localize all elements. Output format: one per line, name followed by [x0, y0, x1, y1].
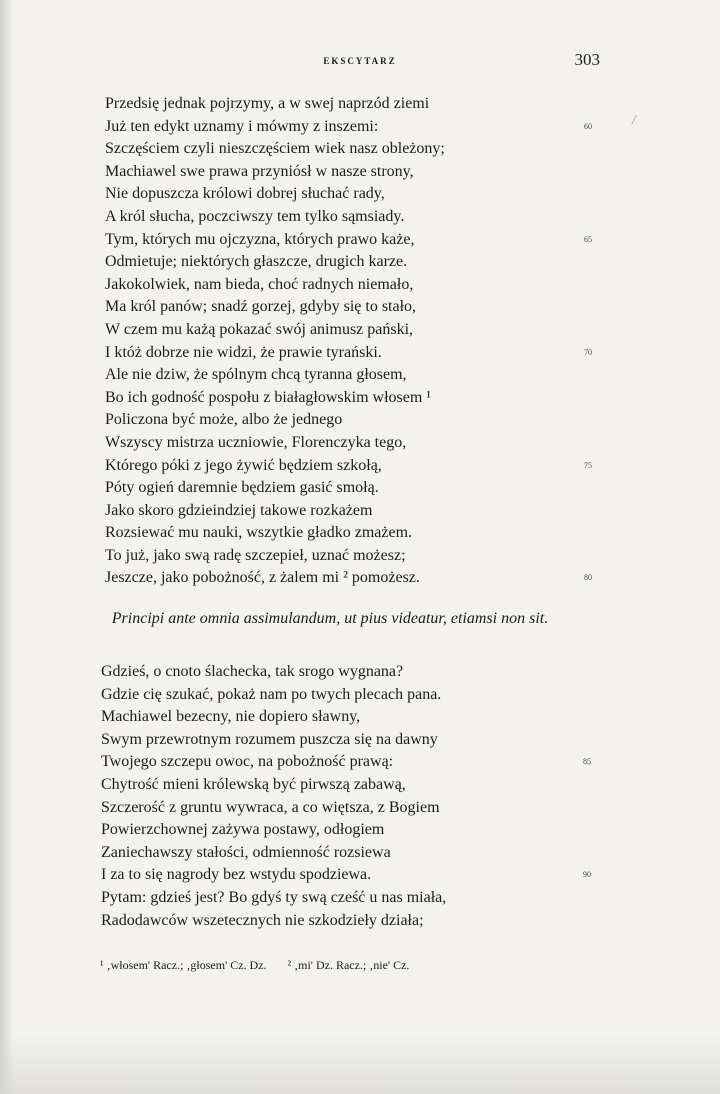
verse-line [0, 477, 720, 500]
verse-text: Szczęściem czyli nieszczęściem wiek nasz obleżony; [105, 140, 445, 158]
verse-text: Już ten edykt uznamy i mówmy z inszemi: [105, 117, 379, 135]
verse-line [0, 364, 720, 387]
pencil-mark: / [632, 113, 636, 128]
verse-line [0, 409, 720, 432]
verse-line [0, 455, 720, 478]
verse-line [0, 864, 720, 887]
poem-stanza-1 [0, 93, 720, 590]
verse-text: Póty ogień daremnie będziem gasić smołą. [105, 479, 379, 497]
verse-text: Chytrość mieni królewską być pirwszą zabawą, [101, 775, 406, 793]
footnotes [100, 958, 427, 973]
line-number: 80 [584, 573, 592, 583]
verse-text: Ale nie dziw, że spólnym chcą tyranna głosem, [105, 366, 407, 384]
verse-line [0, 661, 720, 684]
verse-line [0, 842, 720, 865]
verse-text: Pytam: gdzieś jest? Bo gdyś ty swą cześć u nas miała, [101, 888, 447, 906]
verse-line [0, 161, 720, 184]
verse-line [0, 522, 720, 545]
verse-line [0, 500, 720, 523]
verse-text: Twojego szczepu owoc, na pobożność prawą: [101, 753, 394, 771]
verse-line [0, 319, 720, 342]
verse-line [0, 432, 720, 455]
verse-text: Wszyscy mistrza uczniowie, Florenczyka tego, [105, 433, 407, 451]
line-number: 90 [583, 870, 591, 880]
section-heading: Principi ante omnia assimulandum, ut pius videatur, etiamsi non sit. [111, 610, 549, 627]
verse-text: Radodawców wszetecznych nie szkodzieły działa; [101, 911, 424, 929]
verse-line [0, 387, 720, 410]
verse-text: To już, jako swą radę szczepieł, uznać możesz; [105, 546, 406, 564]
verse-text: Ma król panów; snadź gorzej, gdyby się to stało, [105, 298, 417, 316]
verse-text: I któż dobrze nie widzi, że prawie tyrański. [105, 343, 382, 361]
line-number: 60 [584, 121, 592, 131]
verse-text: Swym przewrotnym rozumem puszcza się na dawny [101, 730, 438, 748]
footnote-2: ² ‚mi' Dz. Racz.; ‚nie' Cz. [287, 958, 410, 972]
line-number: 65 [584, 234, 592, 244]
verse-line [0, 887, 720, 910]
verse-line [0, 183, 720, 206]
verse-text: Bo ich godność pospołu z białagłowskim włosem ¹ [105, 388, 432, 406]
verse-text: Którego póki z jego żywić będziem szkołą, [105, 456, 382, 474]
verse-line [0, 706, 720, 729]
verse-text: Tym, których mu ojczyzna, których prawo każe, [105, 230, 415, 248]
poem-stanza-2 [0, 661, 720, 932]
verse-line [0, 138, 720, 161]
verse-text: Nie dopuszcza królowi dobrej słuchać rady, [105, 185, 385, 203]
verse-line [0, 342, 720, 365]
verse-text: Policzona być może, albo że jednego [105, 411, 343, 429]
verse-line [0, 819, 720, 842]
verse-line [0, 229, 720, 252]
verse-line [0, 251, 720, 274]
verse-line [0, 93, 720, 116]
verse-line [0, 684, 720, 707]
verse-text: Powierzchownej zażywa postawy, odłogiem [101, 821, 385, 839]
verse-text: Zaniechawszy stałości, odmienność rozsiewa [101, 843, 391, 861]
verse-line [0, 910, 720, 933]
verse-text: Jeszcze, jako pobożność, z żalem mi ² pomożesz. [105, 569, 420, 587]
running-title: EKSCYTARZ [323, 56, 397, 66]
verse-line [0, 545, 720, 568]
verse-text: Szczerość z gruntu wywraca, a co więtsza, z Bogiem [101, 798, 440, 816]
verse-line [0, 206, 720, 229]
verse-line [0, 751, 720, 774]
line-number: 70 [584, 347, 592, 357]
verse-text: Odmietuje; niektórych głaszcze, drugich karze. [105, 253, 408, 271]
line-number: 85 [583, 757, 591, 767]
verse-text: A król słucha, poczciwszy tem tylko sąmsiady. [105, 207, 405, 225]
verse-line [0, 567, 720, 590]
line-number: 75 [584, 460, 592, 470]
verse-text: Jako skoro gdzieindziej takowe rozkażem [105, 501, 373, 519]
verse-line [0, 797, 720, 820]
footnote-1: ¹ ‚włosem' Racz.; ‚głosem' Cz. Dz. [100, 958, 267, 972]
verse-text: Rozsiewać mu nauki, wszytkie gładko zmażem. [105, 524, 413, 542]
verse-text: Przedsię jednak pojrzymy, a w swej naprzód ziemi [105, 95, 430, 112]
verse-text: Machiawel swe prawa przyniósł w nasze strony, [105, 162, 414, 180]
verse-text: Machiawel bezecny, nie dopiero sławny, [101, 708, 361, 726]
page-number: 303 [574, 50, 600, 69]
verse-text: Gdzieś, o cnoto ślachecka, tak srogo wygnana? [101, 663, 404, 680]
verse-text: W czem mu każą pokazać swój animusz pański, [105, 320, 414, 338]
verse-line [0, 296, 720, 319]
verse-line [0, 729, 720, 752]
verse-text: Gdzie cię szukać, pokaż nam po twych plecach pana. [101, 685, 442, 703]
verse-line [0, 116, 720, 139]
verse-line [0, 774, 720, 797]
verse-line [0, 274, 720, 297]
verse-text: I za to się nagrody bez wstydu spodziewa. [101, 866, 372, 884]
page-shadow-bottom [0, 1034, 720, 1094]
verse-text: Jakokolwiek, nam bieda, choć radnych niemało, [105, 275, 414, 293]
